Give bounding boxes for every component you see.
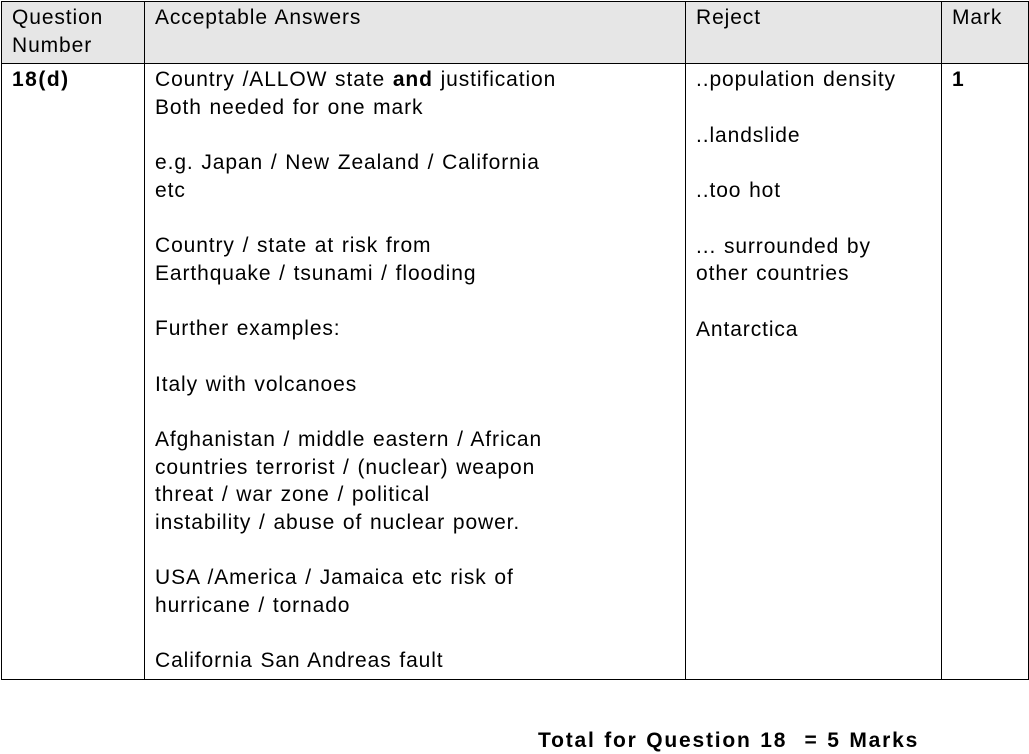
answer-text: Country /ALLOW state — [155, 68, 393, 91]
header-question-number: Question Number — [2, 2, 145, 64]
reject-line: ... surrounded by — [696, 234, 871, 258]
mark-scheme-table — [1, 1, 1029, 680]
header-reject: Reject — [686, 2, 942, 64]
answer-paragraph — [155, 232, 675, 287]
answer-paragraph — [155, 315, 675, 343]
table-row — [2, 64, 1029, 680]
answer-line: hurricane / tornado — [155, 593, 351, 617]
answer-line: threat / war zone / political — [155, 483, 431, 506]
mark-cell — [942, 64, 1029, 680]
reject-line: ..population density — [696, 68, 896, 91]
mark-value: 1 — [952, 68, 966, 91]
answer-line: Afghanistan / middle eastern / African — [155, 428, 543, 451]
answer-line: Further examples: — [155, 317, 341, 340]
answer-emphasis: and — [392, 68, 433, 91]
reject-line: ..landslide — [696, 123, 801, 147]
header-row — [2, 2, 1029, 64]
answer-paragraph — [155, 426, 675, 536]
answer-line: etc — [155, 178, 186, 202]
reject-item — [696, 66, 931, 94]
answer-line: USA /America / Jamaica etc risk of — [155, 566, 514, 589]
header-acceptable-answers: Acceptable Answers — [145, 2, 686, 64]
answer-line: instability / abuse of nuclear power. — [155, 510, 521, 534]
acceptable-answers-cell — [145, 64, 686, 680]
header-mark: Mark — [942, 2, 1029, 64]
answer-line: countries terrorist / (nuclear) weapon — [155, 455, 536, 479]
answer-paragraph — [155, 66, 675, 121]
answer-paragraph — [155, 564, 675, 619]
answer-text: justification — [432, 68, 557, 91]
answer-line: Country / state at risk from — [155, 234, 432, 257]
question-total: Total for Question 18 = 5 Marks — [538, 729, 920, 752]
reject-item — [696, 177, 931, 205]
answer-paragraph — [155, 371, 675, 399]
reject-cell — [686, 64, 942, 680]
reject-line: other countries — [696, 262, 850, 285]
answer-paragraph — [155, 149, 675, 204]
reject-line: Antarctica — [696, 317, 799, 341]
answer-line: Earthquake / tsunami / flooding — [155, 261, 477, 285]
reject-line: ..too hot — [696, 179, 781, 202]
question-number: 18(d) — [12, 68, 70, 91]
reject-item — [696, 316, 931, 344]
answer-line: e.g. Japan / New Zealand / California — [155, 151, 540, 174]
answer-line — [155, 66, 675, 94]
reject-item — [696, 233, 931, 288]
reject-item — [696, 122, 931, 150]
question-number-cell — [2, 64, 145, 680]
answer-line: California San Andreas fault — [155, 649, 444, 672]
answer-paragraph — [155, 647, 675, 675]
answer-line: Italy with volcanoes — [155, 372, 358, 396]
answer-line: Both needed for one mark — [155, 95, 424, 119]
